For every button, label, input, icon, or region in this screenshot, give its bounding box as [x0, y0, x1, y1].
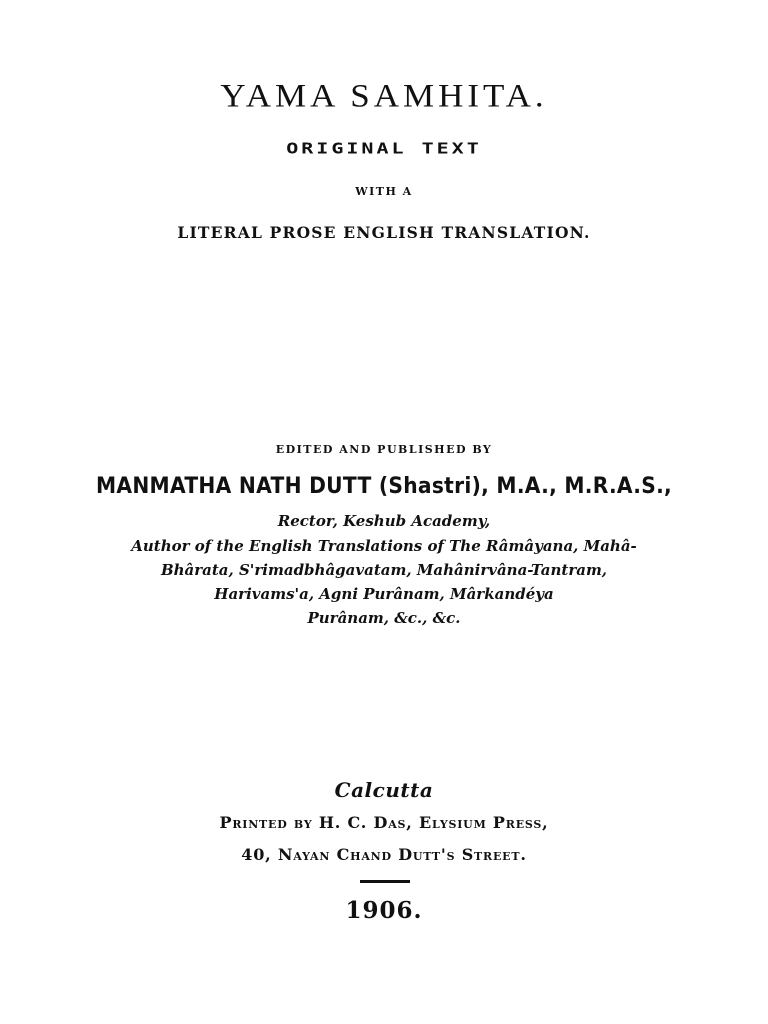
translation-description: LITERAL PROSE ENGLISH TRANSLATION. [177, 223, 591, 242]
book-subtitle: ORIGINAL TEXT [286, 139, 482, 157]
divider-rule [360, 880, 410, 883]
author-name: MANMATHA NATH DUTT (Shastri), M.A., M.R.A.S., [95, 474, 673, 499]
author-credential-5: Purânam, &c., &c. [307, 609, 461, 627]
author-credential-3: Bhârata, S'rimadbhâgavatam, Mahânirvâna-Tantram, [160, 561, 608, 579]
printer-address: 40, Nayan Chand Dutt's Street. [241, 845, 527, 864]
publication-year: 1906. [345, 897, 423, 924]
printer-line: Printed by H. C. Das, Elysium Press, [219, 813, 549, 832]
author-credential-2: Author of the English Translations of The Râmâyana, Mahâ- [131, 537, 637, 555]
with-a-text: WITH A [355, 185, 413, 198]
author-credential-4: Harivams'a, Agni Purânam, Mârkandéya [214, 585, 554, 603]
author-credential-1: Rector, Keshub Academy, [277, 512, 491, 530]
book-title: YAMA SAMHITA. [220, 76, 548, 115]
edited-by-label: EDITED AND PUBLISHED BY [275, 443, 493, 456]
publication-city: Calcutta [334, 778, 434, 802]
